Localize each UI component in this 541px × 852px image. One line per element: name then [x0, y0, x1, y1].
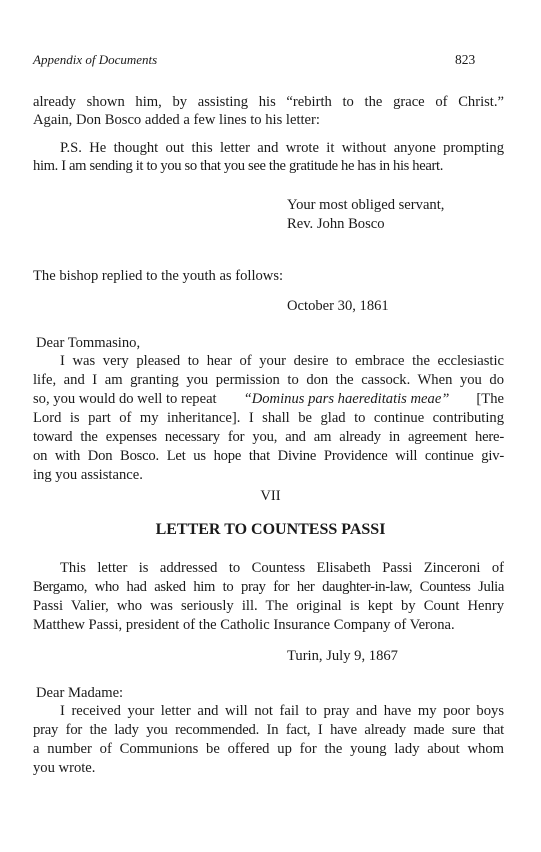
latin-quotation: “Dominus pars haereditatis meae”	[243, 391, 450, 407]
letter-date: Turin, July 9, 1867	[287, 648, 398, 664]
section-title: LETTER TO COUNTESS PASSI	[155, 521, 386, 538]
letter-line: on with Don Bosco. Let us hope that Divine Providence will continue giv-	[33, 448, 504, 464]
page-number: 823	[455, 52, 476, 67]
letter-line	[33, 391, 504, 407]
section-numeral: VII	[260, 488, 281, 504]
letter-line: you wrote.	[33, 760, 96, 776]
letter-date: October 30, 1861	[287, 298, 389, 314]
letter-line: life, and I am granting you permission to don the cassock. When you do	[33, 372, 504, 388]
letter-line-segment: so, you would do well to repeat	[33, 391, 217, 407]
body-line: The bishop replied to the youth as follows:	[33, 268, 284, 284]
running-title: Appendix of Documents	[33, 52, 158, 67]
salutation: Dear Tommasino,	[36, 335, 141, 351]
letter-line-segment: [The	[476, 391, 504, 407]
letter-line: toward the expenses necessary for you, and am already in agreement here-	[33, 429, 504, 445]
body-line: already shown him, by assisting his “rebirth to the grace of Christ.”	[33, 94, 504, 110]
body-line: Passi Valier, who was seriously ill. The original is kept by Count Henry	[33, 598, 504, 614]
letter-line: pray for the lady you recommended. In fact, I have already made sure that	[33, 722, 504, 738]
letter-line: Lord is part of my inheritance]. I shall be glad to continue contributing	[33, 410, 504, 426]
body-line: Again, Don Bosco added a few lines to his letter:	[33, 112, 320, 128]
body-line: Bergamo, who had asked him to pray for her daughter-in-law, Countess Julia	[33, 579, 504, 595]
letter-line: I was very pleased to hear of your desire to embrace the ecclesiastic	[60, 353, 504, 369]
body-line: This letter is addressed to Countess Elisabeth Passi Zinceroni of	[60, 560, 504, 576]
salutation: Dear Madame:	[36, 685, 124, 701]
signature: Rev. John Bosco	[287, 216, 385, 232]
letter-line: a number of Communions be offered up for the young lady about whom	[33, 741, 504, 757]
body-line: Matthew Passi, president of the Catholic Insurance Company of Verona.	[33, 617, 455, 633]
letter-line: I received your letter and will not fail to pray and have my poor boys	[60, 703, 504, 719]
letter-line: ing you assistance.	[33, 467, 143, 483]
postscript-line: P.S. He thought out this letter and wrote it without anyone prompting	[60, 140, 504, 156]
postscript-line: him. I am sending it to you so that you see the gratitude he has in his heart.	[33, 158, 444, 174]
closing-line: Your most obliged servant,	[287, 197, 445, 213]
